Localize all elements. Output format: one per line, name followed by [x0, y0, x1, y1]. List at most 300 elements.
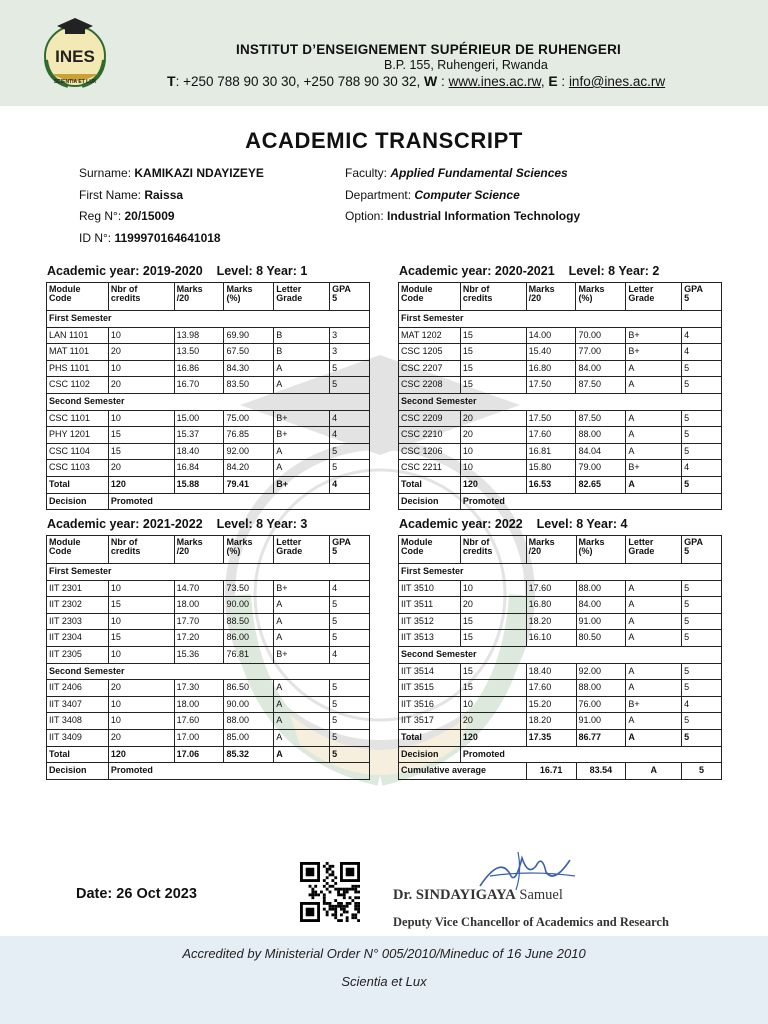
- semester-label: First Semester: [399, 311, 722, 328]
- module-cell: 5: [330, 443, 370, 460]
- decision-row: [399, 746, 722, 763]
- module-cell: 70.00: [576, 327, 626, 344]
- module-cell: A: [274, 460, 330, 477]
- total-row: [399, 476, 722, 493]
- decision-row: [47, 493, 370, 510]
- total-cell: 85.32: [224, 746, 274, 763]
- module-row: [399, 460, 722, 477]
- module-cell: IIT 3510: [399, 580, 461, 597]
- decision-value: Promoted: [108, 493, 369, 510]
- module-cell: 18.40: [526, 663, 576, 680]
- year3-grades-table: [46, 535, 370, 780]
- module-row: [47, 344, 370, 361]
- cumulative-cell: 5: [682, 763, 722, 780]
- total-cell: Total: [399, 476, 461, 493]
- column-header: Marks (%): [224, 536, 274, 564]
- module-cell: B: [274, 327, 330, 344]
- column-header: Module Code: [47, 536, 109, 564]
- module-cell: CSC 2207: [399, 360, 461, 377]
- column-header: Letter Grade: [626, 283, 682, 311]
- module-cell: 15: [460, 613, 526, 630]
- module-row: [47, 327, 370, 344]
- module-row: [399, 344, 722, 361]
- column-header: Marks (%): [576, 536, 626, 564]
- column-header: Module Code: [47, 283, 109, 311]
- module-row: [399, 696, 722, 713]
- module-cell: 17.60: [526, 680, 576, 697]
- column-header: GPA 5: [682, 283, 722, 311]
- module-cell: 5: [330, 630, 370, 647]
- module-cell: 5: [682, 580, 722, 597]
- semester-label: First Semester: [47, 564, 370, 581]
- decision-value: Promoted: [108, 763, 369, 780]
- cumulative-cell: A: [626, 763, 682, 780]
- module-row: [399, 427, 722, 444]
- total-cell: A: [626, 729, 682, 746]
- module-cell: 91.00: [576, 613, 626, 630]
- module-cell: 15.00: [174, 410, 224, 427]
- module-cell: 15: [460, 377, 526, 394]
- module-cell: 15.80: [526, 460, 576, 477]
- module-cell: 15: [108, 630, 174, 647]
- module-cell: LAN 1101: [47, 327, 109, 344]
- module-cell: A: [274, 443, 330, 460]
- faculty-field: Faculty: Applied Fundamental Sciences: [345, 166, 568, 180]
- module-cell: 10: [460, 460, 526, 477]
- module-cell: 5: [682, 410, 722, 427]
- institution-address: B.P. 155, Ruhengeri, Rwanda: [384, 58, 548, 72]
- module-cell: 15.20: [526, 696, 576, 713]
- module-cell: A: [626, 427, 682, 444]
- module-cell: B+: [274, 580, 330, 597]
- total-cell: 5: [682, 729, 722, 746]
- total-cell: 5: [330, 746, 370, 763]
- module-cell: A: [274, 377, 330, 394]
- module-cell: 5: [682, 713, 722, 730]
- module-cell: 17.50: [526, 377, 576, 394]
- cumulative-label: Cumulative average: [399, 763, 527, 780]
- semester-label: First Semester: [399, 564, 722, 581]
- module-cell: A: [626, 410, 682, 427]
- module-cell: 88.00: [224, 713, 274, 730]
- module-cell: IIT 3511: [399, 597, 461, 614]
- module-cell: PHS 1101: [47, 360, 109, 377]
- column-header: Marks /20: [526, 283, 576, 311]
- module-cell: IIT 3517: [399, 713, 461, 730]
- email-link[interactable]: info@ines.ac.rw: [568, 74, 666, 89]
- total-cell: A: [626, 476, 682, 493]
- module-cell: 75.00: [224, 410, 274, 427]
- module-cell: CSC 1205: [399, 344, 461, 361]
- year3-heading: Academic year: 2021-2022 Level: 8 Year: 3: [47, 517, 308, 531]
- module-cell: 18.40: [174, 443, 224, 460]
- module-cell: 20: [108, 344, 174, 361]
- semester-label-row: [47, 393, 370, 410]
- module-cell: 5: [330, 360, 370, 377]
- module-cell: 15: [108, 597, 174, 614]
- module-cell: 84.04: [576, 443, 626, 460]
- total-cell: A: [274, 746, 330, 763]
- ines-logo: [38, 14, 112, 92]
- module-cell: 84.20: [224, 460, 274, 477]
- module-row: [399, 680, 722, 697]
- semester-label: Second Semester: [399, 393, 722, 410]
- module-cell: 86.00: [224, 630, 274, 647]
- module-cell: A: [626, 597, 682, 614]
- column-header: Module Code: [399, 283, 461, 311]
- semester-label-row: [399, 311, 722, 328]
- column-header: GPA 5: [330, 536, 370, 564]
- module-cell: 16.86: [174, 360, 224, 377]
- module-cell: IIT 3408: [47, 713, 109, 730]
- column-header: Nbr of credits: [460, 536, 526, 564]
- module-cell: 67.50: [224, 344, 274, 361]
- module-cell: 76.00: [576, 696, 626, 713]
- column-header: Module Code: [399, 536, 461, 564]
- module-cell: B+: [626, 327, 682, 344]
- module-cell: IIT 2305: [47, 646, 109, 663]
- module-cell: 5: [330, 680, 370, 697]
- column-header: Marks /20: [174, 536, 224, 564]
- module-cell: A: [274, 696, 330, 713]
- qr-code[interactable]: [298, 862, 362, 922]
- module-cell: A: [274, 680, 330, 697]
- total-cell: 120: [108, 746, 174, 763]
- total-cell: 79.41: [224, 476, 274, 493]
- module-row: [47, 427, 370, 444]
- module-cell: 80.50: [576, 630, 626, 647]
- module-cell: 10: [108, 327, 174, 344]
- module-cell: B+: [274, 646, 330, 663]
- issue-date: Date: 26 Oct 2023: [76, 886, 197, 902]
- module-cell: 4: [330, 427, 370, 444]
- module-cell: 18.00: [174, 696, 224, 713]
- module-cell: PHY 1201: [47, 427, 109, 444]
- module-cell: A: [274, 713, 330, 730]
- total-cell: 17.06: [174, 746, 224, 763]
- module-cell: 84.30: [224, 360, 274, 377]
- module-cell: 15: [460, 630, 526, 647]
- total-cell: 86.77: [576, 729, 626, 746]
- module-row: [47, 646, 370, 663]
- module-row: [47, 713, 370, 730]
- decision-label: Decision: [399, 746, 461, 763]
- decision-label: Decision: [399, 493, 461, 510]
- total-row: [47, 746, 370, 763]
- module-cell: 5: [330, 613, 370, 630]
- module-cell: A: [626, 680, 682, 697]
- column-header: Marks /20: [174, 283, 224, 311]
- module-cell: 84.00: [576, 597, 626, 614]
- module-cell: 20: [108, 729, 174, 746]
- module-cell: CSC 2210: [399, 427, 461, 444]
- year1-grades-table: [46, 282, 370, 510]
- module-cell: 17.50: [526, 410, 576, 427]
- decision-value: Promoted: [460, 493, 721, 510]
- column-header: Marks (%): [224, 283, 274, 311]
- module-row: [47, 630, 370, 647]
- total-cell: 82.65: [576, 476, 626, 493]
- module-row: [47, 443, 370, 460]
- module-cell: A: [626, 630, 682, 647]
- total-cell: 15.88: [174, 476, 224, 493]
- module-cell: 13.98: [174, 327, 224, 344]
- module-cell: B+: [626, 344, 682, 361]
- module-cell: CSC 1103: [47, 460, 109, 477]
- module-cell: 5: [330, 460, 370, 477]
- module-cell: 10: [108, 410, 174, 427]
- column-header: Letter Grade: [274, 536, 330, 564]
- module-cell: 20: [108, 680, 174, 697]
- module-cell: A: [274, 597, 330, 614]
- module-cell: 77.00: [576, 344, 626, 361]
- module-cell: 10: [108, 360, 174, 377]
- module-row: [399, 613, 722, 630]
- reg-number-field: Reg N°: 20/15009: [79, 209, 175, 223]
- column-header: Nbr of credits: [108, 536, 174, 564]
- semester-label-row: [399, 646, 722, 663]
- total-cell: 16.53: [526, 476, 576, 493]
- module-cell: CSC 1104: [47, 443, 109, 460]
- module-cell: 87.50: [576, 377, 626, 394]
- total-cell: 120: [460, 729, 526, 746]
- module-cell: 5: [682, 630, 722, 647]
- module-cell: 88.50: [224, 613, 274, 630]
- module-cell: 20: [460, 410, 526, 427]
- module-cell: IIT 3409: [47, 729, 109, 746]
- module-cell: 20: [108, 377, 174, 394]
- module-row: [399, 443, 722, 460]
- module-cell: 5: [330, 696, 370, 713]
- cumulative-row: [399, 763, 722, 780]
- module-cell: 18.20: [526, 613, 576, 630]
- module-cell: IIT 3513: [399, 630, 461, 647]
- module-cell: 10: [108, 580, 174, 597]
- module-cell: 20: [460, 427, 526, 444]
- module-cell: 5: [682, 427, 722, 444]
- module-cell: 16.81: [526, 443, 576, 460]
- module-cell: 10: [108, 646, 174, 663]
- module-cell: 20: [460, 597, 526, 614]
- module-cell: 17.70: [174, 613, 224, 630]
- module-cell: 17.30: [174, 680, 224, 697]
- signatory-name: Dr. SINDAYIGAYA Samuel: [393, 887, 563, 903]
- module-cell: B+: [274, 410, 330, 427]
- motto-text: Scientia et Lux: [341, 974, 427, 989]
- website-link[interactable]: www.ines.ac.rw: [448, 74, 541, 89]
- module-cell: 88.00: [576, 680, 626, 697]
- year4-heading: Academic year: 2022 Level: 8 Year: 4: [399, 517, 628, 531]
- module-cell: CSC 2211: [399, 460, 461, 477]
- total-cell: Total: [47, 476, 109, 493]
- module-cell: IIT 3516: [399, 696, 461, 713]
- total-cell: 5: [682, 476, 722, 493]
- table-header-row: [47, 283, 370, 311]
- module-cell: 10: [460, 696, 526, 713]
- column-header: Marks /20: [526, 536, 576, 564]
- module-cell: A: [274, 630, 330, 647]
- column-header: Letter Grade: [274, 283, 330, 311]
- logo-text: INES: [55, 47, 95, 66]
- column-header: Letter Grade: [626, 536, 682, 564]
- module-row: [47, 613, 370, 630]
- page-title: ACADEMIC TRANSCRIPT: [245, 128, 523, 153]
- module-cell: 17.60: [526, 427, 576, 444]
- total-cell: 120: [460, 476, 526, 493]
- module-cell: CSC 1102: [47, 377, 109, 394]
- module-cell: B+: [274, 427, 330, 444]
- module-row: [399, 377, 722, 394]
- module-row: [47, 360, 370, 377]
- semester-label: Second Semester: [47, 663, 370, 680]
- total-cell: Total: [47, 746, 109, 763]
- semester-label: Second Semester: [47, 393, 370, 410]
- decision-row: [47, 763, 370, 780]
- institution-name: INSTITUT D’ENSEIGNEMENT SUPÉRIEUR DE RUHENGERI: [236, 42, 621, 57]
- module-row: [399, 663, 722, 680]
- module-row: [47, 729, 370, 746]
- column-header: Nbr of credits: [460, 283, 526, 311]
- module-cell: 4: [330, 410, 370, 427]
- year2-grades-table: [398, 282, 722, 510]
- module-cell: 4: [682, 344, 722, 361]
- module-cell: IIT 2304: [47, 630, 109, 647]
- semester-label-row: [47, 564, 370, 581]
- option-field: Option: Industrial Information Technology: [345, 209, 581, 223]
- module-cell: 4: [682, 460, 722, 477]
- module-cell: 20: [460, 713, 526, 730]
- module-cell: 3: [330, 327, 370, 344]
- module-cell: 13.50: [174, 344, 224, 361]
- module-cell: 5: [330, 377, 370, 394]
- total-row: [399, 729, 722, 746]
- logo-motto: SCIENTIA ET LUX: [53, 79, 97, 85]
- module-cell: 15: [108, 427, 174, 444]
- module-cell: 5: [330, 729, 370, 746]
- module-row: [399, 713, 722, 730]
- module-row: [47, 377, 370, 394]
- module-cell: IIT 2301: [47, 580, 109, 597]
- module-row: [47, 460, 370, 477]
- module-cell: 16.84: [174, 460, 224, 477]
- module-row: [47, 410, 370, 427]
- module-cell: 90.00: [224, 696, 274, 713]
- module-cell: 17.20: [174, 630, 224, 647]
- module-cell: 5: [682, 443, 722, 460]
- module-cell: 10: [108, 713, 174, 730]
- decision-label: Decision: [47, 763, 109, 780]
- module-cell: 16.80: [526, 597, 576, 614]
- year2-heading: Academic year: 2020-2021 Level: 8 Year: 2: [399, 264, 660, 278]
- module-cell: 5: [682, 360, 722, 377]
- module-cell: 4: [682, 696, 722, 713]
- semester-label-row: [47, 663, 370, 680]
- module-cell: MAT 1101: [47, 344, 109, 361]
- module-row: [47, 680, 370, 697]
- module-cell: 5: [330, 597, 370, 614]
- module-cell: 10: [108, 613, 174, 630]
- table-header-row: [399, 283, 722, 311]
- module-cell: 92.00: [576, 663, 626, 680]
- module-cell: 5: [682, 613, 722, 630]
- web-label: W: [424, 73, 438, 89]
- module-cell: 5: [682, 680, 722, 697]
- module-cell: 18.00: [174, 597, 224, 614]
- module-cell: 76.81: [224, 646, 274, 663]
- table-header-row: [399, 536, 722, 564]
- module-cell: 18.20: [526, 713, 576, 730]
- module-cell: 15: [460, 327, 526, 344]
- module-cell: 4: [682, 327, 722, 344]
- surname-field: Surname: KAMIKAZI NDAYIZEYE: [79, 166, 264, 180]
- module-cell: IIT 2303: [47, 613, 109, 630]
- column-header: Marks (%): [576, 283, 626, 311]
- decision-value: Promoted: [460, 746, 721, 763]
- module-cell: A: [626, 663, 682, 680]
- semester-label-row: [47, 311, 370, 328]
- module-cell: 15: [460, 663, 526, 680]
- module-cell: A: [626, 580, 682, 597]
- semester-label: Second Semester: [399, 646, 722, 663]
- id-number-field: ID N°: 1199970164641018: [79, 231, 221, 245]
- module-cell: 5: [682, 597, 722, 614]
- module-cell: 10: [460, 580, 526, 597]
- total-cell: B+: [274, 476, 330, 493]
- module-cell: 91.00: [576, 713, 626, 730]
- module-cell: 3: [330, 344, 370, 361]
- module-cell: IIT 3512: [399, 613, 461, 630]
- total-cell: 17.35: [526, 729, 576, 746]
- module-cell: 92.00: [224, 443, 274, 460]
- module-cell: 14.00: [526, 327, 576, 344]
- total-cell: Total: [399, 729, 461, 746]
- module-cell: B+: [626, 460, 682, 477]
- module-cell: MAT 1202: [399, 327, 461, 344]
- module-cell: A: [626, 443, 682, 460]
- module-cell: 83.50: [224, 377, 274, 394]
- module-cell: 17.60: [174, 713, 224, 730]
- contact-line: T: +250 788 90 30 30, +250 788 90 30 32, W : www.ines.ac.rw, E : info@ines.ac.rw: [167, 73, 666, 89]
- total-cell: 120: [108, 476, 174, 493]
- module-cell: 20: [108, 460, 174, 477]
- module-cell: B: [274, 344, 330, 361]
- module-cell: CSC 2209: [399, 410, 461, 427]
- module-cell: CSC 1206: [399, 443, 461, 460]
- module-cell: 15: [460, 344, 526, 361]
- module-cell: 16.10: [526, 630, 576, 647]
- module-row: [47, 597, 370, 614]
- module-cell: 10: [460, 443, 526, 460]
- year4-grades-table: [398, 535, 722, 780]
- module-cell: 14.70: [174, 580, 224, 597]
- signatory-role: Deputy Vice Chancellor of Academics and Research: [393, 915, 669, 929]
- module-cell: 88.00: [576, 427, 626, 444]
- semester-label-row: [399, 393, 722, 410]
- module-cell: 86.50: [224, 680, 274, 697]
- cumulative-cell: 83.54: [576, 763, 626, 780]
- module-row: [399, 630, 722, 647]
- module-cell: 10: [108, 696, 174, 713]
- module-cell: 15: [460, 360, 526, 377]
- module-cell: 85.00: [224, 729, 274, 746]
- column-header: Nbr of credits: [108, 283, 174, 311]
- table-header-row: [47, 536, 370, 564]
- decision-row: [399, 493, 722, 510]
- firstname-field: First Name: Raissa: [79, 188, 184, 202]
- module-row: [399, 597, 722, 614]
- email-label: E: [548, 73, 558, 89]
- module-row: [399, 327, 722, 344]
